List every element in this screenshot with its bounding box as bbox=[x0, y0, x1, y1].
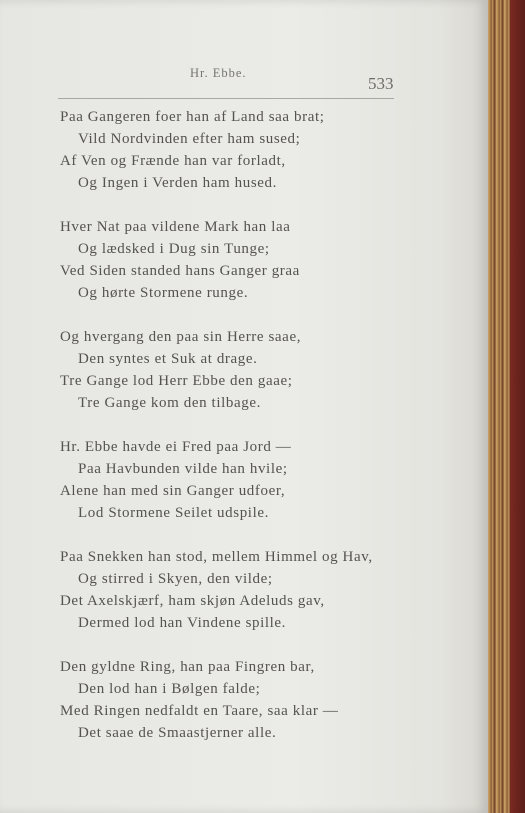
verse-line: Tre Gange lod Herr Ebbe den gaae; bbox=[60, 373, 293, 389]
verse-line: Og hvergang den paa sin Herre saae, bbox=[60, 329, 302, 345]
verse-line: Paa Gangeren foer han af Land saa brat; bbox=[60, 109, 325, 125]
verse-line: Tre Gange kom den tilbage. bbox=[78, 395, 261, 411]
verse-line: Og stirred i Skyen, den vilde; bbox=[78, 571, 273, 587]
verse-line: Det saae de Smaastjerner alle. bbox=[78, 725, 277, 741]
stanza-1 bbox=[60, 106, 480, 194]
verse-line: Alene han med sin Ganger udfoer, bbox=[60, 483, 286, 499]
stanza-4 bbox=[60, 436, 480, 524]
verse-line: Og lædsked i Dug sin Tunge; bbox=[78, 241, 270, 257]
book-cover-edge bbox=[510, 0, 525, 813]
running-head: Hr. Ebbe. bbox=[190, 66, 247, 80]
verse-line: Paa Snekken han stod, mellem Himmel og Hav, bbox=[60, 549, 373, 565]
page-number: 533 bbox=[368, 74, 394, 93]
verse-line: Paa Havbunden vilde han hvile; bbox=[78, 461, 288, 477]
verse-line: Den gyldne Ring, han paa Fingren bar, bbox=[60, 659, 315, 675]
verse-line: Vild Nordvinden efter ham sused; bbox=[78, 131, 301, 147]
stanza-2 bbox=[60, 216, 480, 304]
verse-line: Den lod han i Bølgen falde; bbox=[78, 681, 261, 697]
verse-line: Og Ingen i Verden ham hused. bbox=[78, 175, 277, 191]
poem-body bbox=[60, 106, 480, 766]
verse-line: Af Ven og Frænde han var forladt, bbox=[60, 153, 286, 169]
verse-line: Ved Siden standed hans Ganger graa bbox=[60, 263, 300, 279]
stanza-3 bbox=[60, 326, 480, 414]
verse-line: Den syntes et Suk at drage. bbox=[78, 351, 258, 367]
stanza-5 bbox=[60, 546, 480, 634]
verse-line: Det Axelskjærf, ham skjøn Adeluds gav, bbox=[60, 593, 325, 609]
verse-line: Dermed lod han Vindene spille. bbox=[78, 615, 287, 631]
header-rule bbox=[58, 98, 394, 99]
verse-line: Lod Stormene Seilet udspile. bbox=[78, 505, 269, 521]
verse-line: Med Ringen nedfaldt en Taare, saa klar — bbox=[60, 703, 339, 719]
verse-line: Hr. Ebbe havde ei Fred paa Jord — bbox=[60, 439, 292, 455]
verse-line: Og hørte Stormene runge. bbox=[78, 285, 249, 301]
stanza-6 bbox=[60, 656, 480, 744]
verse-line: Hver Nat paa vildene Mark han laa bbox=[60, 219, 291, 235]
